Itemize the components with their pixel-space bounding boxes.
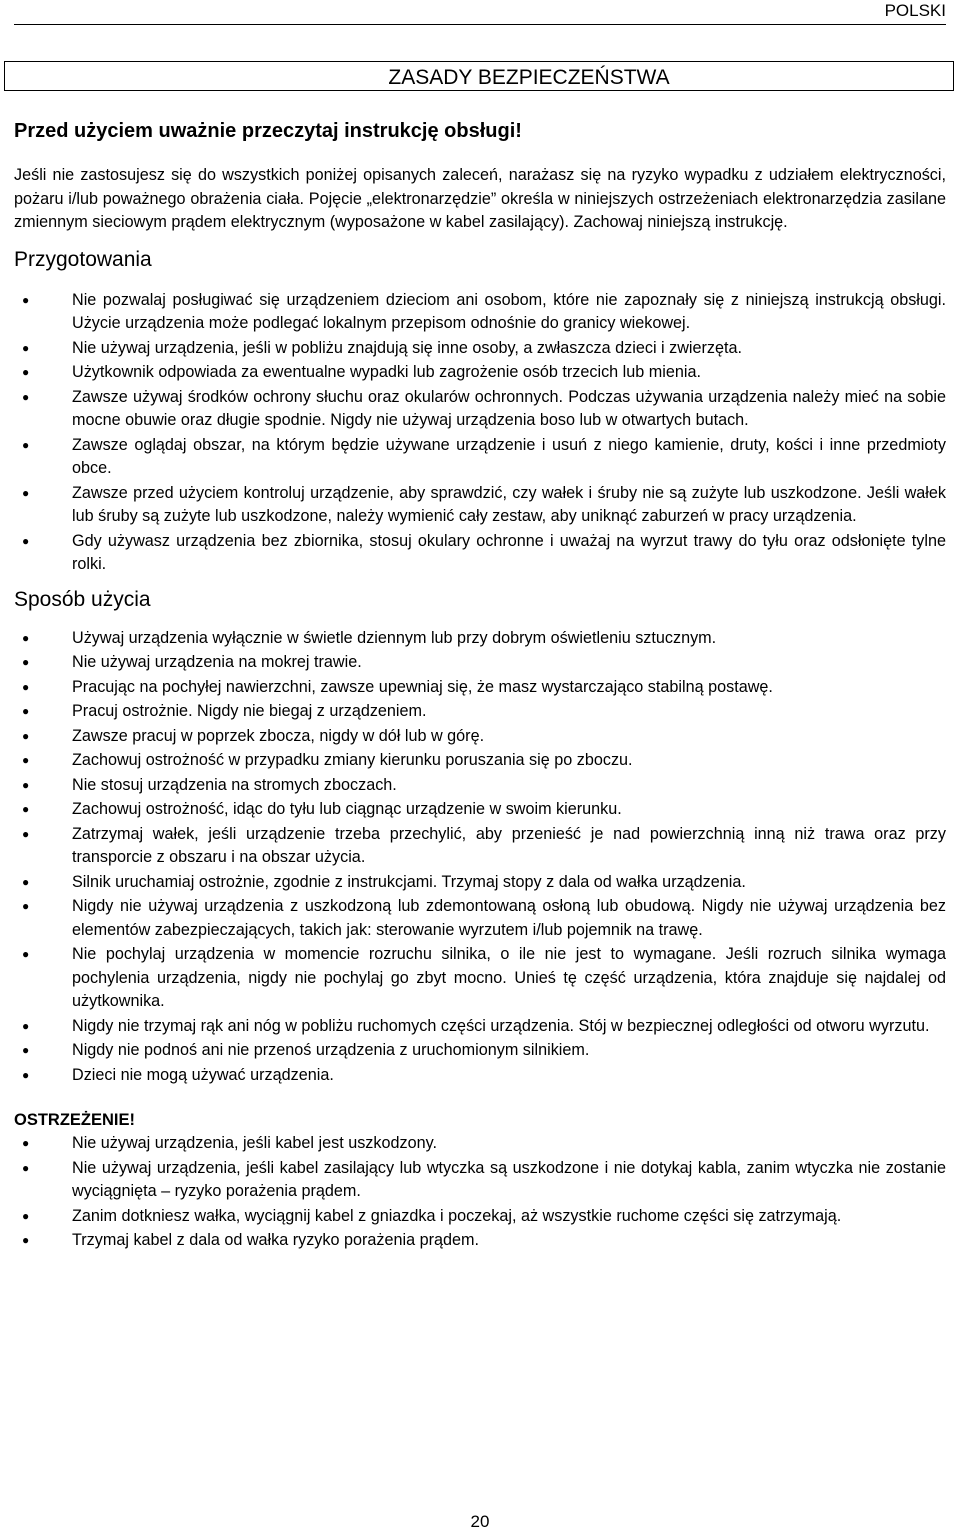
bullet-icon: ● <box>22 1018 30 1033</box>
bullet-icon: ● <box>22 533 30 548</box>
page-title: ZASADY BEZPIECZEŃSTWA <box>388 66 670 89</box>
list-item-text: Silnik uruchamiaj ostrożnie, zgodnie z instrukcjami. Trzymaj stopy z dala od wałka urządzenia. <box>72 872 746 891</box>
list-item <box>14 749 946 773</box>
list-item <box>14 725 946 749</box>
bullet-icon: ● <box>22 485 30 500</box>
list-item <box>14 386 946 433</box>
bullet-icon: ● <box>22 1160 30 1175</box>
list-item <box>14 943 946 1014</box>
list-item <box>14 434 946 481</box>
bullet-icon: ● <box>22 1233 30 1247</box>
bullet-icon: ● <box>22 1136 30 1150</box>
header-divider <box>14 24 946 25</box>
bullet-icon: ● <box>22 777 30 792</box>
bullet-icon: ● <box>22 826 30 841</box>
lead-warning: Przed użyciem uważnie przeczytaj instrukcję obsługi! <box>14 120 522 142</box>
list-item <box>14 361 946 385</box>
list-item <box>14 1229 946 1253</box>
list-item-text: Zachowuj ostrożność w przypadku zmiany kierunku poruszania się po zboczu. <box>72 751 633 769</box>
document-body <box>14 118 946 1254</box>
list-item <box>14 1205 946 1229</box>
list-warning <box>14 1132 946 1253</box>
list-item <box>14 530 946 577</box>
list-item-text: Używaj urządzenia wyłącznie w świetle dziennym lub przy dobrym oświetleniu sztucznym. <box>72 628 717 647</box>
bullet-icon: ● <box>22 802 30 816</box>
list-item <box>14 1132 946 1156</box>
bullet-icon: ● <box>22 340 30 355</box>
list-item-text: Nie używaj urządzenia, jeśli kabel zasilający lub wtyczka są uszkodzone i nie dotykaj kabla, zanim wtyczka nie zostanie wyciągnięta – ryzyko porażenia prądem. <box>72 1158 946 1200</box>
list-item <box>14 482 946 529</box>
list-item <box>14 700 946 724</box>
list-preparation <box>14 289 946 577</box>
list-item-text: Zawsze pracuj w poprzek zbocza, nigdy w dół lub w górę. <box>72 726 485 745</box>
bullet-icon: ● <box>22 728 30 743</box>
list-item <box>14 1039 946 1063</box>
page-number: 20 <box>470 1512 490 1531</box>
list-item-text: Nie używaj urządzenia na mokrej trawie. <box>72 653 362 671</box>
list-item-text: Zanim dotkniesz wałka, wyciągnij kabel z gniazdka i poczekaj, aż wszystkie ruchome części się zatrzymają. <box>72 1206 842 1225</box>
bullet-icon: ● <box>22 704 30 718</box>
bullet-icon: ● <box>22 899 30 913</box>
bullet-icon: ● <box>22 389 30 404</box>
bullet-icon: ● <box>22 947 30 961</box>
list-item <box>14 1157 946 1204</box>
list-item-text: Zachowuj ostrożność, idąc do tyłu lub ciągnąc urządzenie w swoim kierunku. <box>72 800 622 818</box>
list-item <box>14 289 946 336</box>
list-item <box>14 1015 946 1039</box>
bullet-icon: ● <box>22 1043 30 1057</box>
list-item-text: Nie pochylaj urządzenia w momencie rozruchu silnika, o ile nie jest to wymagane. Jeśli rozruch silnika wymaga pochylenia urządzenia, nigdy nie pochylaj go zbyt mocno. Unieś tę część urządzenia, która znajduje się najdalej od użytkownika. <box>72 945 946 1010</box>
list-item-text: Zatrzymaj wałek, jeśli urządzenie trzeba przechylić, aby przenieść je nad powierzchnią inną niż trawa oraz przy transporcie z obszaru i na obszar użycia. <box>72 824 946 866</box>
list-item-text: Nie pozwalaj posługiwać się urządzeniem dzieciom ani osobom, które nie zapoznały się z niniejszą instrukcją obsługi. Użycie urządzenia może podlegać lokalnym przepisom odnośnie do granicy wiekowej. <box>72 290 946 332</box>
list-item <box>14 774 946 798</box>
list-item-text: Zawsze oglądaj obszar, na którym będzie używane urządzenie i usuń z niego kamienie, druty, kości i inne przedmioty obce. <box>72 435 946 477</box>
bullet-icon: ● <box>22 1067 30 1082</box>
header-language: POLSKI <box>884 1 946 20</box>
list-item-text: Nie stosuj urządzenia na stromych zboczach. <box>72 775 397 794</box>
list-item <box>14 798 946 822</box>
list-item-text: Zawsze przed użyciem kontroluj urządzenie, aby sprawdzić, czy wałek i śruby nie są zużyte lub uszkodzone. Jeśli wałek lub śruby są zużyte lub uszkodzone, należy wymienić cały zestaw, aby uniknąć zaburzeń w pracy urządzenia. <box>72 483 946 525</box>
list-item-text: Nigdy nie podnoś ani nie przenoś urządzenia z uruchomionym silnikiem. <box>72 1041 590 1059</box>
list-item-text: Nie używaj urządzenia, jeśli w pobliżu znajdują się inne osoby, a zwłaszcza dzieci i zwierzęta. <box>72 338 742 357</box>
bullet-icon: ● <box>22 874 30 889</box>
list-item-text: Nigdy nie używaj urządzenia z uszkodzoną lub zdemontowaną osłoną lub obudową. Nigdy nie używaj urządzenia bez elementów zabezpieczających, takich jak: sterowanie wyrzutem i/lub pojemnik na trawę. <box>72 897 946 939</box>
section-heading-usage: Sposób użycia <box>14 587 151 611</box>
bullet-icon: ● <box>22 1208 30 1223</box>
section-heading-preparation: Przygotowania <box>14 247 152 271</box>
list-item <box>14 627 946 651</box>
bullet-icon: ● <box>22 365 30 379</box>
list-usage <box>14 627 946 1088</box>
list-item <box>14 823 946 870</box>
list-item <box>14 895 946 942</box>
list-item-text: Nie używaj urządzenia, jeśli kabel jest uszkodzony. <box>72 1134 437 1152</box>
list-item-text: Użytkownik odpowiada za ewentualne wypadki lub zagrożenie osób trzecich lub mienia. <box>72 363 701 381</box>
list-item <box>14 1064 946 1088</box>
list-item-text: Nigdy nie trzymaj rąk ani nóg w pobliżu ruchomych części urządzenia. Stój w bezpiecznej odległości od otworu wyrzutu. <box>72 1016 930 1035</box>
bullet-icon: ● <box>22 292 30 307</box>
list-item-text: Pracuj ostrożnie. Nigdy nie biegaj z urządzeniem. <box>72 702 427 720</box>
section-heading-warning: OSTRZEŻENIE! <box>14 1111 136 1129</box>
intro-paragraph: Jeśli nie zastosujesz się do wszystkich poniżej opisanych zaleceń, narażasz się na ryzyko wypadku z udziałem elektryczności, pożaru i/lub poważnego obrażenia ciała. Pojęcie „elektronarzędzie” określa w niniejszych ostrzeżeniach elektronarzędzia zasilane zmiennym sieciowym prądem elektrycznym (wyposażone w kabel zasilający). Zachowaj niniejszą instrukcję. <box>14 166 946 231</box>
list-item-text: Zawsze używaj środków ochrony słuchu oraz okularów ochronnych. Podczas używania urządzenia należy mieć na sobie mocne obuwie oraz długie spodnie. Nigdy nie używaj urządzenia boso lub w otwartych butach. <box>72 387 946 429</box>
list-item-text: Gdy używasz urządzenia bez zbiornika, stosuj okulary ochronne i uważaj na wyrzut trawy do tyłu oraz odsłonięte tylne rolki. <box>72 531 946 573</box>
bullet-icon: ● <box>22 753 30 767</box>
list-item <box>14 871 946 895</box>
bullet-icon: ● <box>22 437 30 452</box>
list-item-text: Dzieci nie mogą używać urządzenia. <box>72 1065 334 1084</box>
list-item <box>14 676 946 700</box>
list-item-text: Trzymaj kabel z dala od wałka ryzyko porażenia prądem. <box>72 1231 479 1249</box>
list-item <box>14 337 946 361</box>
bullet-icon: ● <box>22 655 30 669</box>
bullet-icon: ● <box>22 679 30 694</box>
bullet-icon: ● <box>22 630 30 645</box>
list-item-text: Pracując na pochyłej nawierzchni, zawsze upewniaj się, że masz wystarczająco stabilną postawę. <box>72 677 773 696</box>
list-item <box>14 651 946 675</box>
